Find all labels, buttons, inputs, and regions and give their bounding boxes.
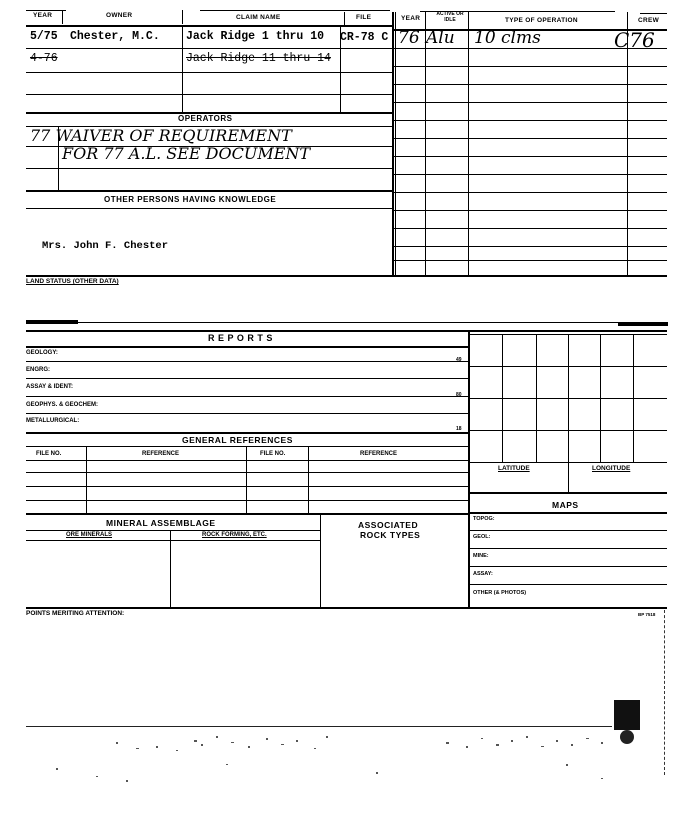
row1-year-handwritten: 76 [398,28,420,48]
gen-ref-file-no-2: FILE NO. [260,451,286,457]
latitude-label: LATITUDE [498,465,530,472]
header-owner: OWNER [106,12,133,19]
maps-geol-label: GEOL: [473,534,491,540]
gen-ref-reference-2: REFERENCE [360,451,398,457]
rock-types-label: ROCK TYPES [360,530,421,540]
row1-year: 5/75 [30,30,58,43]
rock-forming-label: ROCK FORMING, ETC. [202,532,267,538]
report-assay-label: ASSAY & IDENT: [26,384,74,390]
maps-title: MAPS [552,500,579,510]
report-final-number: 18 [456,426,462,432]
report-engrg-number: 49 [456,357,462,363]
header-active-idle: ACTIVE OR IDLE [436,11,464,23]
row2-claim: Jack Ridge 11 thru 14 [186,52,331,65]
form-code: BP 7518 [638,612,656,617]
report-metallurgical-label: METALLURGICAL: [26,418,80,424]
report-geology-label: GEOLOGY: [26,350,58,356]
row1-claim: Jack Ridge 1 thru 10 [186,30,325,43]
operators-label: OPERATORS [178,114,233,123]
maps-topog-label: TOPOG: [473,516,495,522]
registration-mark [614,700,640,730]
maps-mine-label: MINE: [473,553,489,559]
general-references-title: GENERAL REFERENCES [182,435,293,445]
points-meriting-label: POINTS MERITING ATTENTION: [26,610,125,617]
report-geophys-label: GEOPHYS. & GEOCHEM: [26,402,99,408]
knowledge-label: OTHER PERSONS HAVING KNOWLEDGE [104,195,277,204]
header-claim-name: CLAIM NAME [236,14,281,21]
associated-label: ASSOCIATED [358,520,419,530]
gen-ref-file-no-1: FILE NO. [36,451,62,457]
maps-assay-label: ASSAY: [473,571,493,577]
row1-active-handwritten: Alu [426,28,455,48]
scan-noise [26,728,666,788]
gen-ref-reference-1: REFERENCE [142,451,180,457]
ore-minerals-label: ORE MINERALS [66,532,113,538]
row1-crew-handwritten: C76 [614,28,655,52]
header-year-2: YEAR [401,15,421,22]
header-type-operation: TYPE OF OPERATION [505,17,578,24]
operators-line-1: 77 WAIVER OF REQUIREMENT [30,126,292,145]
longitude-label: LONGITUDE [592,465,631,472]
mineral-assemblage-title: MINERAL ASSEMBLAGE [106,518,216,528]
header-year: YEAR [33,12,53,19]
maps-other-label: OTHER (& PHOTOS) [473,590,527,596]
land-status-label: LAND STATUS (OTHER DATA) [26,278,119,285]
row1-file: CR-78 C [340,31,389,44]
row1-owner: Chester, M.C. [70,30,160,43]
row1-operation-handwritten: 10 clms [474,28,541,48]
row2-year: 4-76 [30,52,58,65]
knowledge-name: Mrs. John F. Chester [42,240,169,252]
operators-line-2: FOR 77 A.L. SEE DOCUMENT [62,144,311,163]
report-geophys-number: 80 [456,392,462,398]
reports-title: R E P O R T S [208,333,273,343]
report-engrg-label: ENGRG: [26,367,50,373]
header-crew: CREW [638,17,660,24]
header-file: FILE [356,14,372,21]
